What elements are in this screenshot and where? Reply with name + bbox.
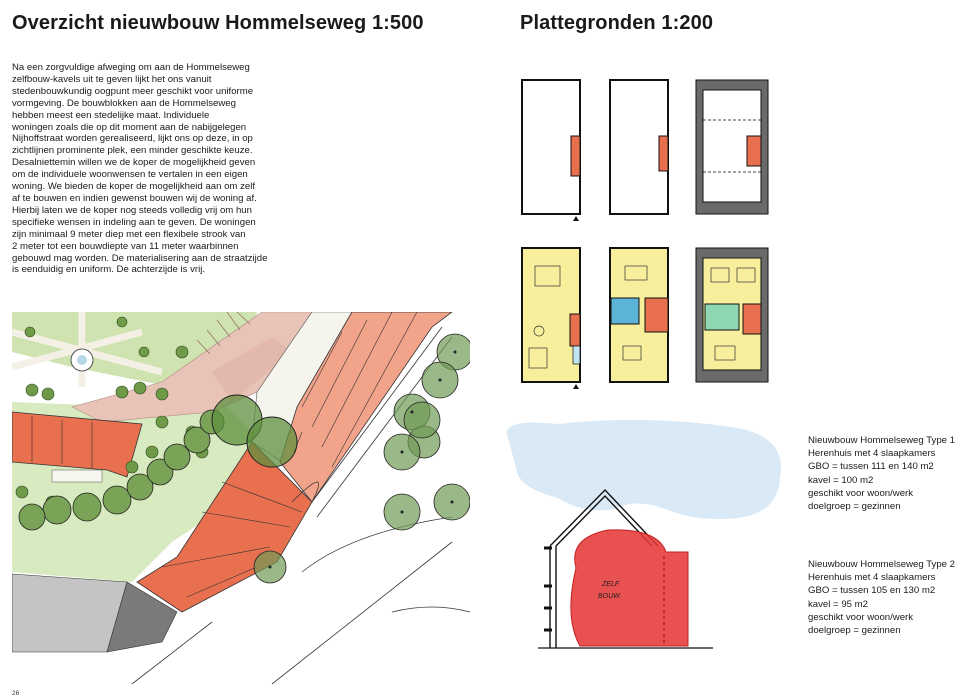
site-plan-map bbox=[12, 312, 470, 684]
floor-plans bbox=[515, 76, 775, 396]
type2-line: GBO = tussen 105 en 130 m2 bbox=[808, 585, 936, 597]
intro-line: Na een zorgvuldige afweging om aan de Hommelseweg bbox=[12, 62, 250, 73]
intro-text bbox=[12, 62, 282, 276]
intro-line: af te bouwen en indien gewenst bouwen wij de woning af. bbox=[12, 192, 257, 204]
sky-wash bbox=[507, 420, 782, 519]
page-title-overview: Overzicht nieuwbouw Hommelseweg 1:500 bbox=[12, 12, 424, 34]
type1-line: kavel = 100 m2 bbox=[808, 474, 874, 486]
type2-specs bbox=[808, 558, 955, 637]
intro-line: specifieke wensen in indeling aan te geven. De woningen bbox=[12, 216, 256, 228]
type1-specs bbox=[808, 434, 955, 513]
intro-line: stedenbouwkundig oogpunt meer geschikt voor uniforme bbox=[12, 85, 254, 97]
type2-line: geschikt voor woon/werk bbox=[808, 611, 914, 623]
intro-line: vormgeving. De bouwblokken aan de Hommelseweg bbox=[12, 97, 236, 109]
floorplan-first-furnished bbox=[610, 248, 668, 382]
type2-line: Herenhuis met 4 slaapkamers bbox=[808, 572, 936, 584]
intro-line: Hierbij laten we de koper nog steeds volledig vrij om hun bbox=[12, 204, 252, 216]
intro-line: zelfbouw-kavels uit te geven lijkt het ons vanuit bbox=[12, 73, 212, 85]
zelf-bouw-zone bbox=[571, 530, 688, 646]
intro-line: Nijhoffstraat worden gerealiseerd, lijkt ons op deze, in op bbox=[12, 133, 253, 145]
intro-line: gebouwd mag worden. De materialisering aan de straatzijde bbox=[12, 252, 268, 264]
type2-line: kavel = 95 m2 bbox=[808, 598, 868, 610]
sketch-label-bouw: BOUW. bbox=[598, 593, 622, 600]
type2-line: doelgroep = gezinnen bbox=[808, 625, 901, 637]
intro-line: hebben meest een stedelijke maat. Individuele bbox=[12, 109, 210, 121]
page-title-floorplans: Plattegronden 1:200 bbox=[520, 12, 714, 34]
floorplan-attic-furnished bbox=[696, 248, 768, 382]
intro-line: woningen zoals die op dit moment aan de nabijgelegen bbox=[12, 121, 247, 133]
type1-line: Herenhuis met 4 slaapkamers bbox=[808, 448, 936, 460]
floorplan-attic-plain bbox=[696, 80, 768, 214]
intro-line: 2 meter tot een bouwdiepte van 11 meter waarbinnen bbox=[12, 240, 239, 252]
intro-line: zichtlijnen prominente plek, een minder geschikte keuze. bbox=[12, 145, 253, 157]
sketch-label-zelf: ZELF bbox=[602, 581, 620, 588]
intro-line: om de individuele woonwensen te vertalen in een eigen bbox=[12, 169, 248, 181]
type1-line: geschikt voor woon/werk bbox=[808, 487, 914, 499]
type2-title: Nieuwbouw Hommelseweg Type 2 bbox=[808, 559, 955, 570]
type1-line: doelgroep = gezinnen bbox=[808, 501, 901, 513]
intro-line: woning. We bieden de koper de mogelijkheid aan om zelf bbox=[12, 181, 256, 193]
type1-line: GBO = tussen 111 en 140 m2 bbox=[808, 461, 934, 473]
type1-title: Nieuwbouw Hommelseweg Type 1 bbox=[808, 435, 955, 446]
intro-line: Desalniettemin willen we de koper de mogelijkheid geven bbox=[12, 157, 256, 169]
intro-line: zijn minimaal 9 meter diep met een flexibele strook van bbox=[12, 228, 246, 240]
page-number: 26 bbox=[12, 690, 20, 697]
gray-building bbox=[12, 574, 127, 652]
intro-line: is eenduidig en uniform. De achterzijde is vrij. bbox=[12, 264, 206, 276]
floorplan-ground-furnished bbox=[522, 248, 580, 389]
section-sketch bbox=[498, 418, 786, 658]
